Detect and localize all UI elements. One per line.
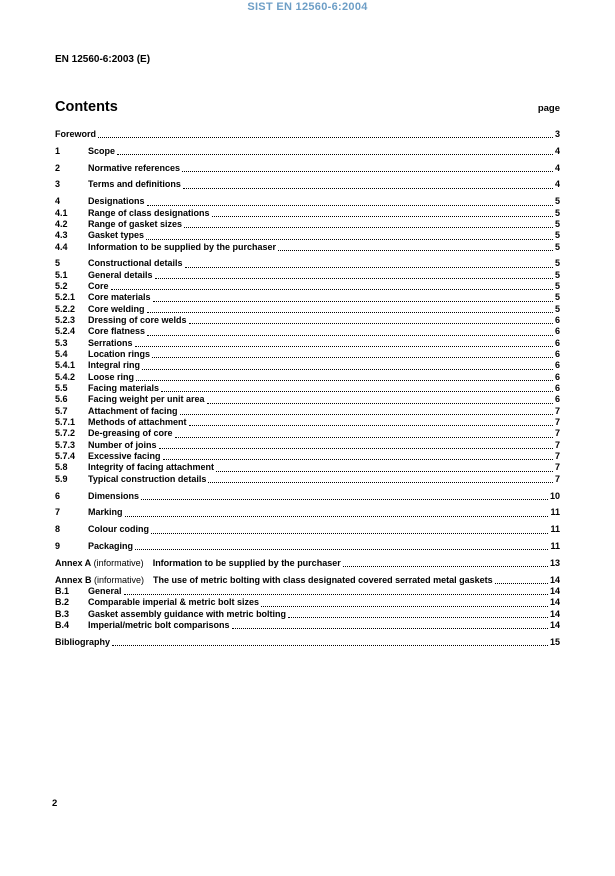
toc-entry-number: 3: [55, 179, 61, 190]
toc-entry-page: 14: [549, 574, 560, 585]
toc-entry-title: Range of gasket sizes: [88, 218, 183, 229]
toc-entry-title: General: [88, 585, 122, 596]
toc-entry-number: 5.9: [55, 473, 68, 484]
toc-dot-leader: [495, 583, 548, 584]
toc-entry: [55, 417, 560, 428]
toc-entry-page: 15: [549, 636, 560, 647]
toc-entry-number: 5.2.3: [55, 315, 76, 326]
toc-entry-number: 1: [55, 145, 61, 156]
toc-entry-title: Marking: [88, 507, 123, 518]
page-column-label: page: [537, 103, 560, 114]
toc-entry-title: Normative references: [88, 162, 181, 173]
toc-entry-number: Annex A (informative): [55, 557, 144, 568]
toc-entry-title: Imperial/metric bolt comparisons: [88, 619, 230, 630]
toc-entry-page: 11: [550, 524, 560, 535]
toc-entry-page: 11: [550, 507, 560, 518]
toc-dot-leader: [159, 448, 553, 449]
toc-entry-title: Methods of attachment: [88, 417, 187, 428]
toc-dot-leader: [135, 549, 548, 550]
toc-entry-title: Terms and definitions: [88, 179, 181, 190]
toc-dot-leader: [208, 482, 553, 483]
toc-entry: [55, 163, 560, 174]
toc-entry-number: 4.3: [55, 230, 68, 241]
toc-entry: [55, 281, 560, 292]
toc-dot-leader: [135, 346, 553, 347]
toc-entry-title: Range of class designations: [88, 207, 210, 218]
toc-entry-number: 5.2.1: [55, 292, 76, 303]
toc-entry: [55, 637, 560, 648]
toc-entry-number: 5.1: [55, 269, 68, 280]
toc-entry: [55, 440, 560, 451]
toc-dot-leader: [151, 533, 548, 534]
toc-dot-leader: [147, 335, 553, 336]
toc-entry-title: Number of joins: [88, 439, 157, 450]
page-number: 2: [52, 798, 58, 809]
toc-entry-number: 5.2.2: [55, 303, 76, 314]
toc-dot-leader: [183, 188, 553, 189]
toc-entry-number: 8: [55, 524, 61, 535]
toc-entry-page: 14: [549, 608, 560, 619]
toc-entry-title: Information to be supplied by the purchaser: [88, 241, 277, 252]
toc-entry-page: 5: [554, 241, 560, 252]
toc-entry-page: 13: [549, 557, 560, 568]
toc-entry-number: 5.3: [55, 337, 68, 348]
toc-entry-title: Dressing of core welds: [88, 315, 187, 326]
toc-entry-page: 5: [554, 230, 560, 241]
toc-entry-title: Foreword: [55, 129, 97, 139]
toc-entry: [55, 620, 560, 631]
toc-entry-number: 5.7.4: [55, 451, 76, 462]
toc-entry-title: Comparable imperial & metric bolt sizes: [88, 597, 260, 608]
toc-entry-page: 6: [554, 315, 560, 326]
toc-entry-title: Attachment of facing: [88, 405, 178, 416]
toc-entry-number: Annex B (informative): [55, 574, 145, 585]
toc-entry: [55, 304, 560, 315]
toc-entry-page: 6: [554, 383, 560, 394]
toc-entry-page: 10: [549, 490, 560, 501]
toc-dot-leader: [189, 425, 553, 426]
toc-entry: [55, 219, 560, 230]
toc-entry-page: 7: [554, 417, 560, 428]
toc-entry-title: Excessive facing: [88, 451, 161, 462]
toc-entry-number: 6: [55, 490, 61, 501]
toc-dot-leader: [232, 628, 548, 629]
toc-dot-leader: [212, 216, 553, 217]
toc-entry-title: Location rings: [88, 349, 151, 360]
toc-entry-page: 6: [554, 360, 560, 371]
toc-entry-number: 2: [55, 162, 61, 173]
toc-dot-leader: [278, 250, 553, 251]
document-watermark: SIST EN 12560-6:2004: [247, 1, 368, 13]
toc-entry-page: 7: [554, 462, 560, 473]
toc-dot-leader: [189, 323, 553, 324]
toc-entry-title: Colour coding: [88, 524, 149, 535]
toc-dot-leader: [261, 606, 548, 607]
toc-entry: [55, 541, 560, 552]
toc-dot-leader: [185, 267, 553, 268]
toc-dot-leader: [147, 205, 553, 206]
toc-entry: [55, 326, 560, 337]
toc-entry-title: Designations: [88, 196, 145, 207]
toc-entry-title: Serrations: [88, 337, 133, 348]
toc-dot-leader: [155, 278, 553, 279]
toc-entry-page: 6: [554, 326, 560, 337]
toc-entry-title: Core flatness: [88, 326, 146, 337]
toc-entry-number: 4: [55, 196, 61, 207]
toc-entry-number: 5.6: [55, 394, 68, 405]
toc-entry: [55, 270, 560, 281]
toc-entry-title: Facing materials: [88, 383, 160, 394]
toc-dot-leader: [182, 171, 553, 172]
toc-entry-number: 9: [55, 541, 61, 551]
toc-entry-number: B.3: [55, 608, 70, 619]
toc-entry-note: (informative): [91, 574, 145, 585]
toc-entry: [55, 242, 560, 253]
toc-dot-leader: [152, 357, 553, 358]
toc-entry-title: Integral ring: [88, 360, 141, 371]
toc-entry-page: 5: [554, 218, 560, 229]
toc-entry-page: 7: [554, 439, 560, 450]
toc-dot-leader: [146, 239, 553, 240]
toc-entry-title: Typical construction details: [88, 473, 207, 484]
toc-entry-page: 6: [554, 371, 560, 382]
toc-entry: [55, 524, 560, 535]
toc-entry-number: 5.8: [55, 462, 68, 473]
toc-entry-page: 7: [554, 451, 560, 462]
toc-entry: [55, 597, 560, 608]
toc-entry-number: 4.1: [55, 207, 68, 218]
toc-entry: [55, 609, 560, 620]
toc-dot-leader: [141, 499, 548, 500]
toc-entry-number: 5.7.3: [55, 439, 76, 450]
toc-entry-page: 14: [549, 619, 560, 630]
toc-entry-page: 6: [554, 394, 560, 405]
toc-entry-page: 3: [554, 129, 560, 139]
toc-entry-title: Core materials: [88, 292, 151, 303]
toc-entry-page: 5: [554, 258, 560, 269]
toc-entry: [55, 315, 560, 326]
table-of-contents: [55, 129, 560, 648]
toc-dot-leader: [112, 645, 548, 646]
toc-entry-title: Constructional details: [88, 258, 183, 269]
toc-entry-title: The use of metric bolting with class designated covered serrated metal gaskets: [153, 574, 493, 585]
toc-entry: [55, 292, 560, 303]
toc-entry-title: Facing weight per unit area: [88, 394, 205, 405]
toc-dot-leader: [117, 154, 553, 155]
toc-entry-page: 7: [554, 428, 560, 439]
document-reference: EN 12560-6:2003 (E): [55, 54, 151, 65]
toc-entry-title: Information to be supplied by the purchaser: [152, 557, 341, 568]
toc-dot-leader: [161, 391, 553, 392]
toc-entry-number: 5.7: [55, 405, 68, 416]
toc-entry-title: Gasket types: [88, 230, 145, 241]
toc-entry-number: 5: [55, 258, 61, 269]
toc-entry: [55, 179, 560, 190]
toc-entry-number: 4.2: [55, 218, 68, 229]
toc-dot-leader: [111, 289, 553, 290]
toc-entry-title: Core welding: [88, 303, 145, 314]
toc-entry-page: 4: [554, 145, 560, 156]
toc-entry: [55, 360, 560, 371]
toc-entry-page: 5: [554, 292, 560, 303]
toc-dot-leader: [207, 403, 553, 404]
toc-entry-number: 5.4.2: [55, 371, 76, 382]
toc-dot-leader: [180, 414, 553, 415]
toc-entry-number: 5.2.4: [55, 326, 76, 337]
toc-entry-page: 6: [554, 337, 560, 348]
toc-entry: [55, 451, 560, 462]
toc-dot-leader: [216, 471, 553, 472]
toc-dot-leader: [125, 516, 549, 517]
toc-entry-title: Loose ring: [88, 371, 135, 382]
toc-entry-page: 5: [554, 196, 560, 207]
toc-entry-page: 5: [554, 281, 560, 292]
toc-dot-leader: [343, 566, 548, 567]
toc-entry: [55, 474, 560, 485]
toc-entry-page: 6: [554, 349, 560, 360]
toc-entry-title: Integrity of facing attachment: [88, 462, 215, 473]
toc-entry-note: (informative): [91, 557, 144, 568]
toc-entry: [55, 372, 560, 383]
toc-entry-number: 5.7.2: [55, 428, 76, 439]
toc-dot-leader: [184, 227, 553, 228]
toc-entry-title: Gasket assembly guidance with metric bolting: [88, 608, 287, 619]
toc-entry-page: 11: [550, 541, 560, 551]
toc-entry: [55, 575, 560, 586]
toc-entry-title: Core: [88, 281, 109, 292]
toc-entry: [55, 338, 560, 349]
toc-entry: [55, 406, 560, 417]
toc-entry-number: B.4: [55, 619, 70, 630]
toc-entry-number: 5.4: [55, 349, 68, 360]
toc-entry-page: 5: [554, 303, 560, 314]
toc-entry: [55, 196, 560, 207]
toc-entry-title: Dimensions: [88, 490, 140, 501]
toc-entry: [55, 208, 560, 219]
toc-entry-number: 5.5: [55, 383, 68, 394]
toc-dot-leader: [98, 137, 553, 138]
toc-entry-number: 5.7.1: [55, 417, 76, 428]
toc-entry-title: General details: [88, 269, 153, 280]
toc-entry-number: B.2: [55, 597, 70, 608]
toc-dot-leader: [153, 301, 553, 302]
toc-entry: [55, 394, 560, 405]
toc-dot-leader: [124, 594, 548, 595]
toc-entry-title: Scope: [88, 145, 116, 156]
toc-entry: [55, 349, 560, 360]
toc-entry-number: B.1: [55, 585, 70, 596]
contents-header: [55, 99, 560, 115]
toc-entry-page: 4: [554, 179, 560, 190]
toc-entry-page: 5: [554, 269, 560, 280]
toc-entry: [55, 146, 560, 157]
toc-entry-title: De-greasing of core: [88, 428, 173, 439]
toc-entry-number: 5.4.1: [55, 360, 76, 371]
toc-entry-page: 14: [549, 585, 560, 596]
toc-entry-title: Bibliography: [55, 636, 111, 647]
toc-entry: [55, 383, 560, 394]
toc-entry: [55, 428, 560, 439]
toc-entry-title: Packaging: [88, 541, 134, 551]
toc-entry-page: 7: [554, 473, 560, 484]
toc-entry-number: 5.2: [55, 281, 68, 292]
contents-heading: Contents: [55, 99, 118, 115]
toc-dot-leader: [163, 459, 553, 460]
toc-entry: [55, 558, 560, 569]
toc-entry-number: 4.4: [55, 241, 68, 252]
toc-entry-page: 7: [554, 405, 560, 416]
toc-entry: [55, 258, 560, 269]
toc-dot-leader: [136, 380, 553, 381]
toc-entry: [55, 129, 560, 140]
toc-dot-leader: [288, 617, 548, 618]
toc-entry: [55, 586, 560, 597]
toc-entry-page: 14: [549, 597, 560, 608]
toc-entry-number: 7: [55, 507, 61, 518]
toc-entry: [55, 230, 560, 241]
toc-entry-page: 5: [554, 207, 560, 218]
toc-entry-page: 4: [554, 162, 560, 173]
toc-dot-leader: [175, 437, 553, 438]
toc-entry: [55, 491, 560, 502]
toc-dot-leader: [147, 312, 553, 313]
toc-dot-leader: [142, 369, 553, 370]
toc-entry: [55, 507, 560, 518]
toc-entry: [55, 462, 560, 473]
